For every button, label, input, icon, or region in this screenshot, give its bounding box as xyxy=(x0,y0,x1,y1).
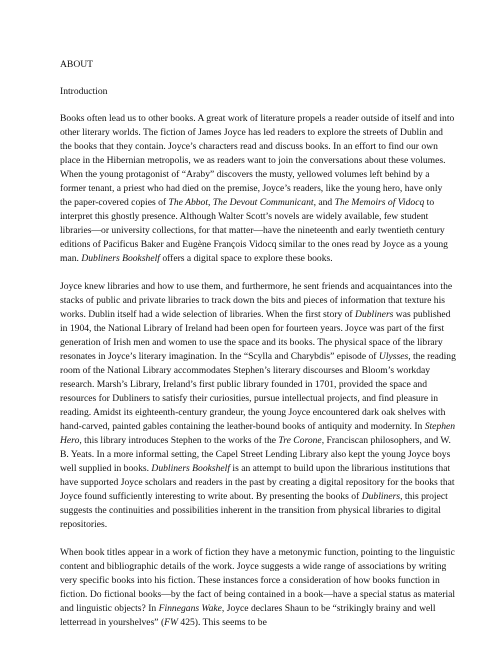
text-run: , Joyce declares Shaun to be “strikingly brainy and well letterread in yourshelves” ( xyxy=(60,603,436,628)
text-run: , this project suggests the continuities and possibilities inherent in the transition from physical libraries to digital repositories. xyxy=(60,491,448,530)
text-run: Joyce knew libraries and how to use them, and furthermore, he sent friends and acquaintances into the stacks of public and private libraries to track down the bits and pieces of information that texture his works. Dublin itself had a wide selection of libraries. When the first story of xyxy=(60,281,453,320)
text-run: , the reading room of the National Library accommodates Stephen’s literary discourses and Bloom’s workday research. Marsh’s Library, Ireland’s first public library founded in 1701, provided the space and resources for Dubliners to satisfy their curiosities, pursue intellectual projects, and find pleasure in reading. Amidst its eighteenth-century grandeur, the young Joyce encountered dark oak shelves with hand-carved, painted gables containing the leather-bound books of antiquity and modernity. In xyxy=(60,351,456,432)
page-heading: ABOUT xyxy=(60,59,94,70)
section-heading: Introduction xyxy=(60,86,108,97)
paragraph xyxy=(60,280,456,532)
text-run: , Franciscan philosophers, and W. B. Yeats. In a more informal setting, the Capel Street Lending Library also kept the young Joyce boys well supplied in books. xyxy=(60,435,451,474)
italic-title: Dubliners xyxy=(361,491,401,502)
italic-title: Dubliners xyxy=(355,309,394,320)
italic-title: The Memoirs of Vidocq xyxy=(334,197,425,208)
document-page xyxy=(60,58,456,644)
italic-title: Ulysses xyxy=(378,351,409,362)
text-run: to interpret this ghostly presence. Although Walter Scott’s novels are widely available, few student libraries—or university collections, for that matter—have the nineteenth and early twentieth century editions of Pacificus Baker and Eugène François Vidocq similar to the ones read by Joyce as a young man. xyxy=(60,197,448,264)
text-run: , xyxy=(208,197,213,208)
text-run: Books often lead us to other books. A great work of literature propels a reader outside of itself and into other literary worlds. The fiction of James Joyce has led readers to explore the streets of Dublin and the books that they contain. Joyce’s characters read and discuss books. In an effort to find our own place in the Hibernian metropolis, we as readers want to join the conversations about these volumes. When the young protagonist of “Araby” discovers the musty, yellowed volumes left behind by a former tenant, a priest who had died on the premise, Joyce’s readers, like the young hero, have only the paper-covered copies of xyxy=(60,113,455,208)
text-run: offers a digital space to explore these books. xyxy=(159,253,333,264)
text-run: When book titles appear in a work of fiction they have a metonymic function, pointing to the linguistic content and bibliographic details of the work. Joyce suggests a wide range of associations by writing very specific books into his fiction. These instances force a consideration of how books function in fiction. Do fictional books—by the fact of being contained in a book—have a special status as material and linguistic objects? In xyxy=(60,547,456,614)
text-run: 425). This seems to be xyxy=(178,617,267,628)
italic-title: Dubliners Bookshelf xyxy=(151,463,231,474)
italic-title: Finnegans Wake xyxy=(158,603,222,614)
italic-title: FW xyxy=(164,617,179,628)
body-text xyxy=(60,112,456,630)
italic-title: Stephen Hero xyxy=(60,421,456,446)
text-run: is an attempt to build upon the librarious institutions that have supported Joyce scholars and readers in the past by creating a digital repository for the books that Joyce found sufficiently interesting to write about. By presenting the books of xyxy=(60,463,455,502)
italic-title: Dubliners Bookshelf xyxy=(81,253,160,264)
italic-title: The Devout Communicant xyxy=(212,197,314,208)
paragraph xyxy=(60,546,456,630)
italic-title: Tre Corone xyxy=(278,435,322,446)
text-run: , and xyxy=(313,197,335,208)
text-run: was published in 1904, the National Library of Ireland had been open for fourteen years. Joyce was part of the first generation of Irish men and women to use the space and its books. The physical space of the library resonates in Joyce’s literary imagination. In the “Scylla and Charybdis” episode of xyxy=(60,309,451,362)
paragraph xyxy=(60,112,456,266)
italic-title: The Abbot xyxy=(168,197,209,208)
text-run: , this library introduces Stephen to the works of the xyxy=(79,435,279,446)
